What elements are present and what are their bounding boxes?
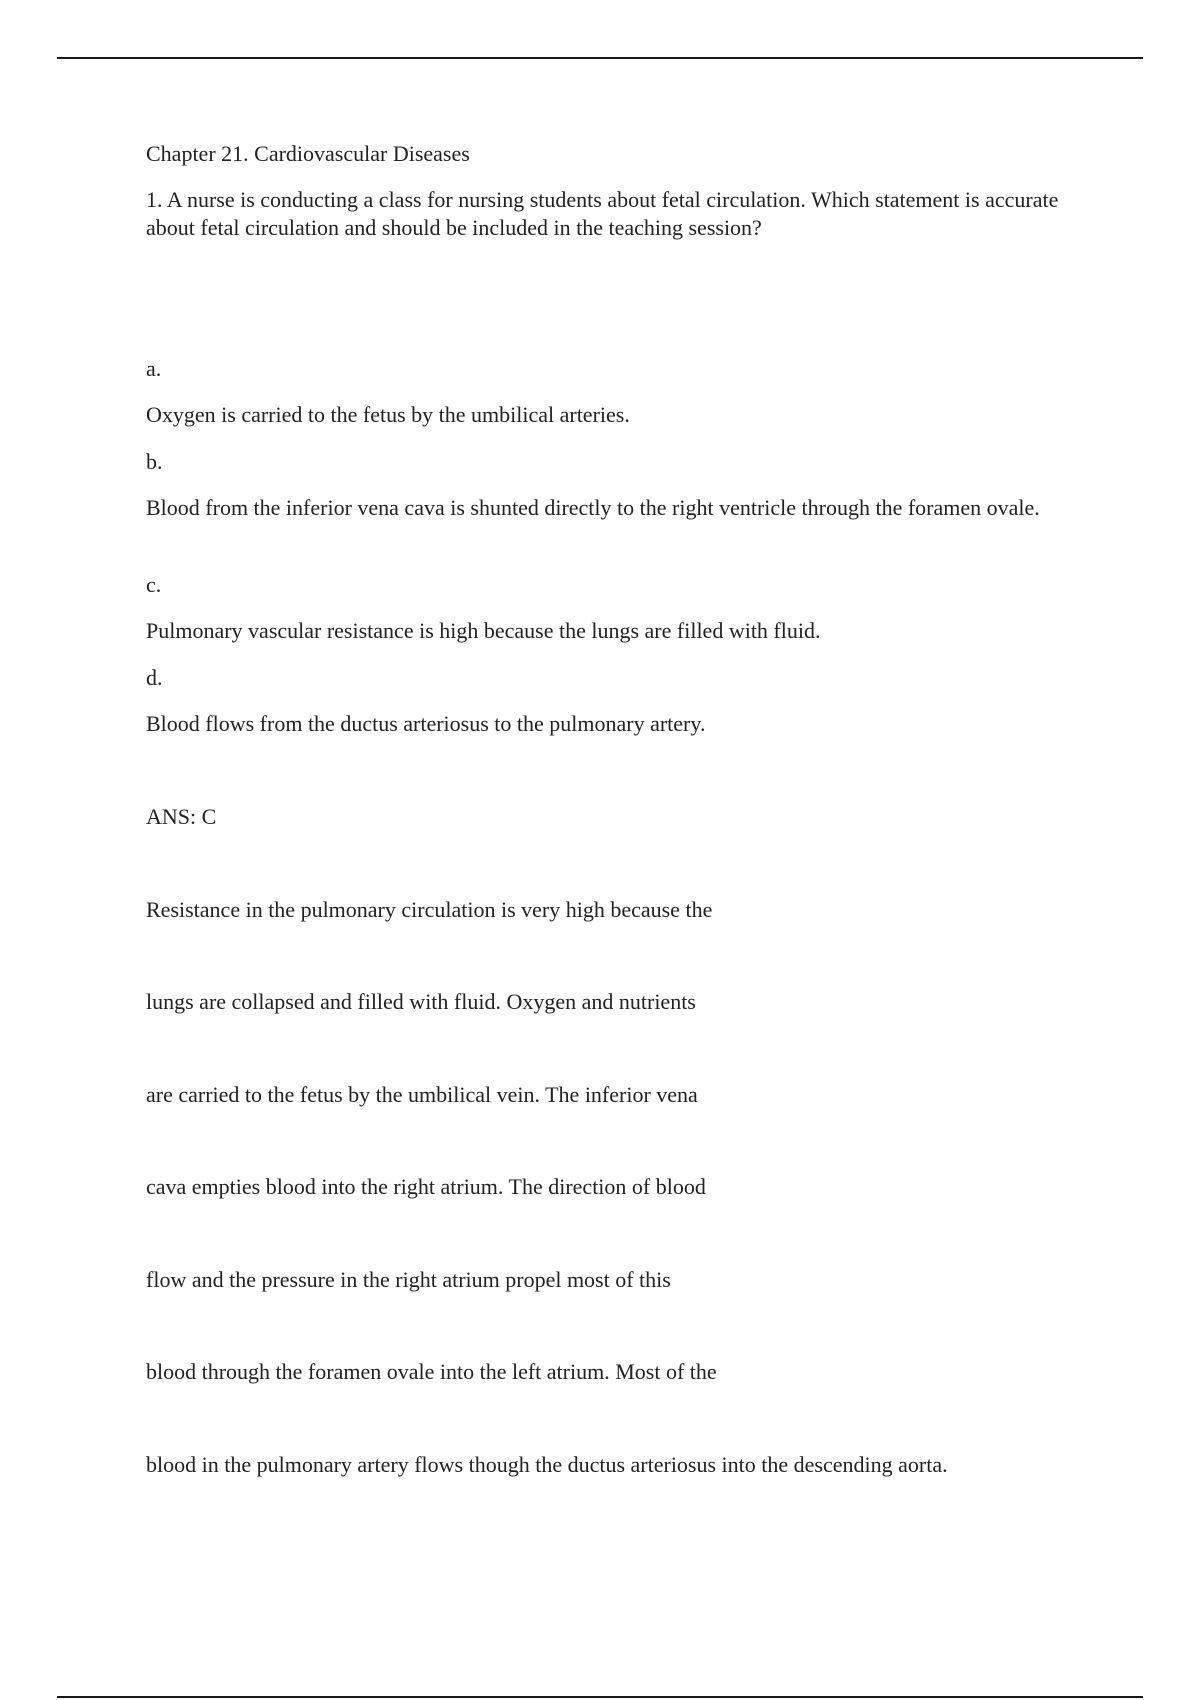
option-a-letter: a. — [146, 356, 162, 381]
rationale-line-4: cava empties blood into the right atrium. The direction of blood — [146, 1174, 706, 1199]
option-b-letter: b. — [146, 449, 163, 474]
option-d-letter: d. — [146, 665, 163, 690]
chapter-title: Chapter 21. Cardiovascular Diseases — [146, 141, 470, 166]
option-c-letter: c. — [146, 572, 162, 597]
top-divider — [57, 57, 1143, 59]
rationale-line-6: blood through the foramen ovale into the left atrium. Most of the — [146, 1359, 717, 1384]
rationale-line-3: are carried to the fetus by the umbilical vein. The inferior vena — [146, 1082, 698, 1107]
option-b-text: Blood from the inferior vena cava is shunted directly to the right ventricle through the foramen ovale. — [146, 495, 1040, 520]
question-stem: 1. A nurse is conducting a class for nursing students about fetal circulation. Which statement is accurate about fetal circulation and should be included in the teaching session? — [146, 187, 1059, 240]
rationale-line-7: blood in the pulmonary artery flows though the ductus arteriosus into the descending aorta. — [146, 1452, 948, 1477]
bottom-divider — [57, 1696, 1143, 1698]
option-d-text: Blood flows from the ductus arteriosus to the pulmonary artery. — [146, 711, 706, 736]
rationale-line-1: Resistance in the pulmonary circulation is very high because the — [146, 897, 713, 922]
option-a-text: Oxygen is carried to the fetus by the umbilical arteries. — [146, 402, 630, 427]
rationale-line-2: lungs are collapsed and filled with fluid. Oxygen and nutrients — [146, 989, 696, 1014]
option-c-text: Pulmonary vascular resistance is high because the lungs are filled with fluid. — [146, 618, 821, 643]
rationale-line-5: flow and the pressure in the right atrium propel most of this — [146, 1267, 671, 1292]
answer-key: ANS: C — [146, 804, 217, 829]
